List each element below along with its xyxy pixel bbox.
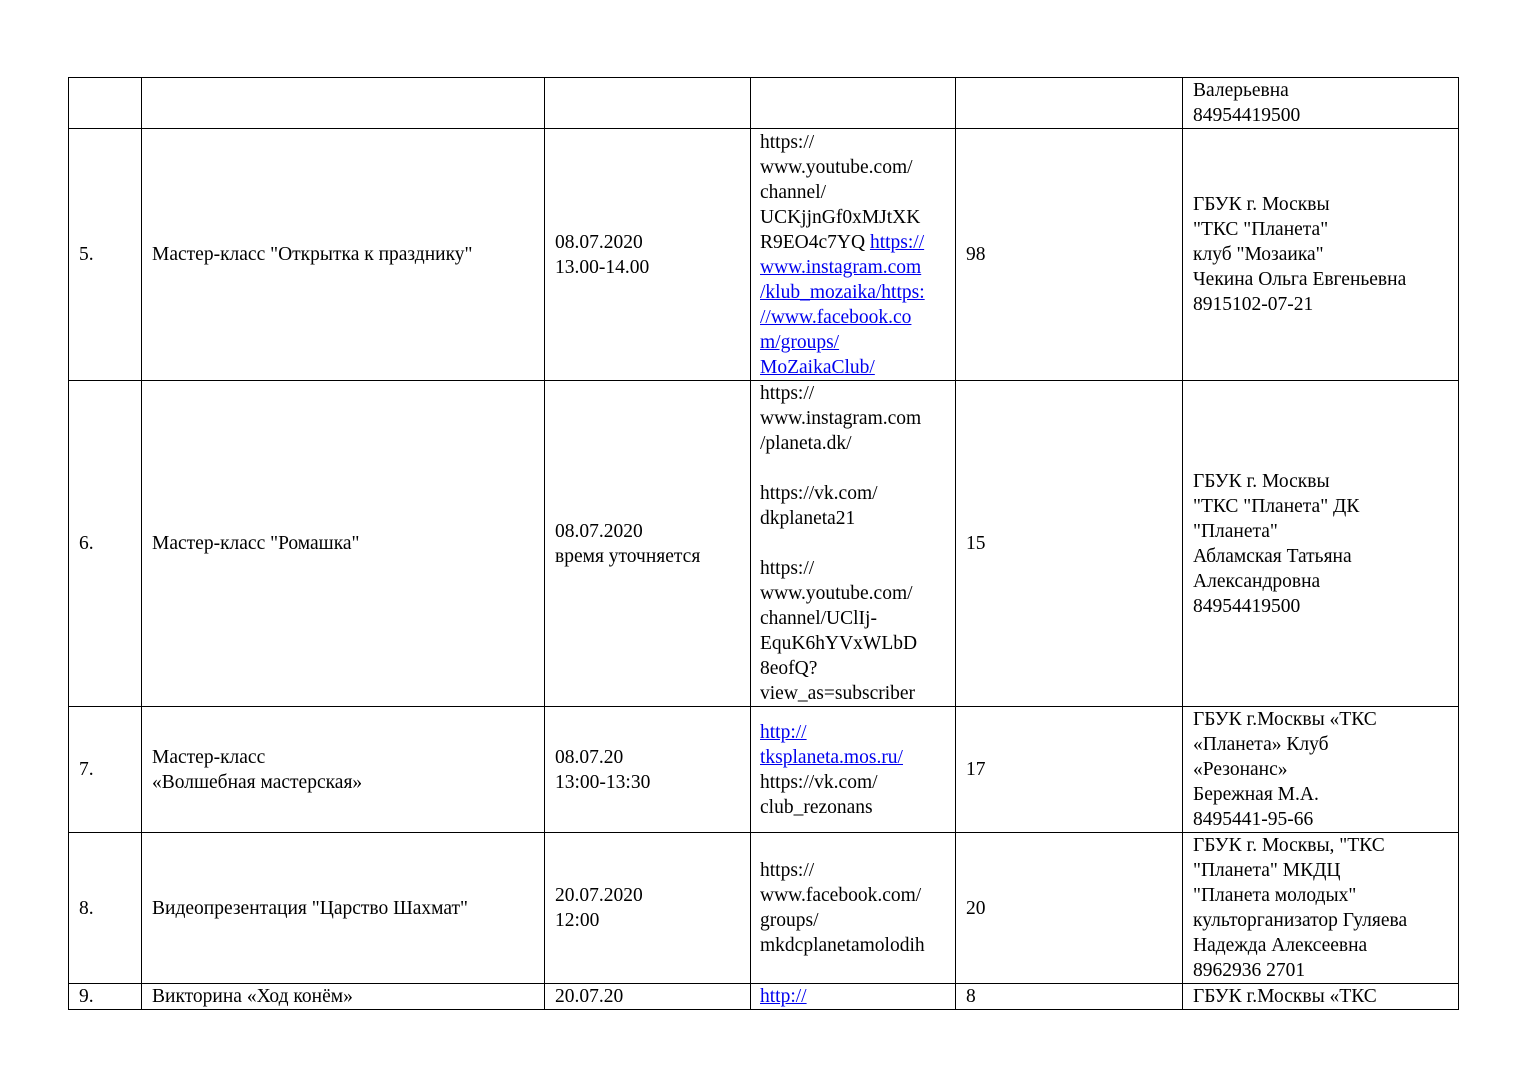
- events-table: [68, 77, 1459, 1010]
- links-text: https:// www.facebook.com/ groups/ mkdcplanetamolodih: [760, 860, 925, 956]
- table-row: [69, 381, 1459, 707]
- event-date: 20.07.2020 12:00: [545, 833, 751, 984]
- organizer-info: ГБУК г.Москвы «ТКС «Планета» Клуб «Резонанс» Бережная М.А. 8495441-95-66: [1183, 707, 1459, 833]
- event-name: Мастер-класс «Волшебная мастерская»: [142, 707, 545, 833]
- participants-count: 20: [956, 833, 1183, 984]
- table-row: [69, 707, 1459, 833]
- events-table-body: [69, 78, 1459, 1010]
- links-text: https://vk.com/ club_rezonans: [760, 771, 878, 818]
- links-cell: [751, 707, 956, 833]
- event-date: [545, 78, 751, 129]
- links-cell: [751, 78, 956, 129]
- link[interactable]: https:// www.instagram.com /klub_mozaika/https: //www.facebook.co m/groups/ MoZaikaClub/: [760, 231, 925, 378]
- event-name: Мастер-класс "Ромашка": [142, 381, 545, 707]
- table-row: [69, 984, 1459, 1010]
- links-cell: [751, 833, 956, 984]
- links-text: https:// www.youtube.com/ channel/ UCKjjnGf0xMJtXK R9EO4c7YQ: [760, 131, 921, 253]
- links-cell: [751, 129, 956, 381]
- participants-count: 98: [956, 129, 1183, 381]
- row-number: 5.: [69, 129, 142, 381]
- event-name: Мастер-класс "Открытка к празднику": [142, 129, 545, 381]
- participants-count: 8: [956, 984, 1183, 1010]
- event-date: 08.07.20 13:00-13:30: [545, 707, 751, 833]
- link[interactable]: http://: [760, 986, 807, 1007]
- organizer-info: Валерьевна 84954419500: [1183, 78, 1459, 129]
- organizer-info: ГБУК г.Москвы «ТКС: [1183, 984, 1459, 1010]
- links-cell: [751, 381, 956, 707]
- participants-count: 15: [956, 381, 1183, 707]
- row-number: 9.: [69, 984, 142, 1010]
- event-date: 08.07.2020 13.00-14.00: [545, 129, 751, 381]
- row-number: [69, 78, 142, 129]
- event-date: 20.07.20: [545, 984, 751, 1010]
- links-cell: [751, 984, 956, 1010]
- event-name: Видеопрезентация "Царство Шахмат": [142, 833, 545, 984]
- event-date: 08.07.2020 время уточняется: [545, 381, 751, 707]
- row-number: 6.: [69, 381, 142, 707]
- organizer-info: ГБУК г. Москвы, "ТКС "Планета" МКДЦ "Планета молодых" культорганизатор Гуляева Надежда Алексеевна 8962936 2701: [1183, 833, 1459, 984]
- event-name: Викторина «Ход конём»: [142, 984, 545, 1010]
- organizer-info: ГБУК г. Москвы "ТКС "Планета" клуб "Мозаика" Чекина Ольга Евгеньевна 8915102-07-21: [1183, 129, 1459, 381]
- row-number: 8.: [69, 833, 142, 984]
- table-row: [69, 78, 1459, 129]
- participants-count: [956, 78, 1183, 129]
- links-text: https:// www.instagram.com /planeta.dk/ https://vk.com/ dkplaneta21 https:// www.youtube.com/ channel/UClIj- EquK6hYVxWLbD 8eofQ? view_as=subscriber: [760, 383, 922, 704]
- row-number: 7.: [69, 707, 142, 833]
- organizer-info: ГБУК г. Москвы "ТКС "Планета" ДК "Планета" Абламская Татьяна Александровна 84954419500: [1183, 381, 1459, 707]
- table-row: [69, 129, 1459, 381]
- link[interactable]: http:// tksplaneta.mos.ru/: [760, 721, 903, 768]
- event-name: [142, 78, 545, 129]
- participants-count: 17: [956, 707, 1183, 833]
- table-row: [69, 833, 1459, 984]
